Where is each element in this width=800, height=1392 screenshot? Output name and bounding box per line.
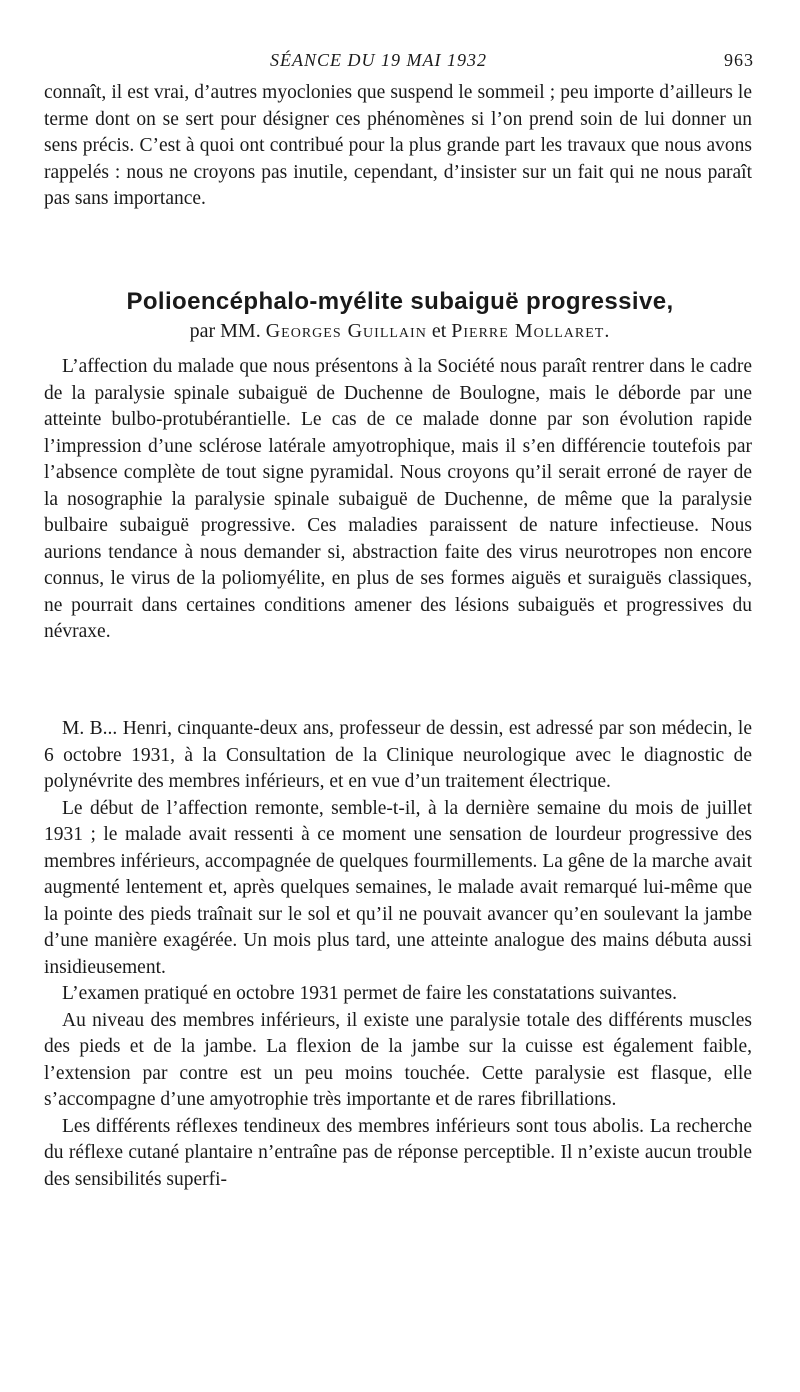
author-2: Pierre Mollaret. (451, 320, 611, 342)
intro-paragraph: connaît, il est vrai, d’autres myoclonies que suspend le sommeil ; peu importe d’ailleurs le terme dont on se sert pour désigner ces phénomènes si l’on prend soin de lui donner un sens précis. C’est à quoi ont contribué pour la plus grande part les travaux que nous avons rappelés : nous ne croyons pas inutile, cependant, d’insister sur un fait qui ne nous paraît pas sans importance. (44, 82, 752, 209)
byline-conjunction: et (431, 320, 447, 342)
intro-paragraph-block (44, 80, 752, 213)
running-header (0, 50, 800, 74)
article-byline (44, 320, 756, 343)
abstract-paragraph: L’affection du malade que nous présentons à la Société nous paraît rentrer dans le cadre de la paralysie spinale subaiguë de Duchenne de Boulogne, mais le déborde par une atteinte bulbo-protubérantielle. Le cas de ce malade donne par son évolution rapide l’impression d’une sclérose latérale amyotrophique, mais il s’en différencie toutefois par l’absence complète de tout signe pyramidal. Nous croyons qu’il serait erroné de rayer de la nosographie la paralysie spinale subaiguë de Duchenne, de même que la paralysie bulbaire subaiguë progressive. Ces maladies paraissent de nature infectieuse. Nous aurions tendance à nous demander si, abstraction faite des virus neurotropes non encore connus, le virus de la poliomyélite, en plus de ses formes aiguës et suraiguës classiques, ne pourrait dans certaines conditions amener des lésions subaiguës et progressives du névraxe. (44, 356, 752, 642)
byline-prefix: par MM. (189, 320, 261, 342)
abstract-paragraph-block (44, 354, 752, 646)
author-1: Georges Guillain (265, 320, 427, 342)
case-paragraph-patient: M. B... Henri, cinquante-deux ans, professeur de dessin, est adressé par son médecin, le 6 octobre 1931, à la Consultation de la Clinique neurologique avec le diagnostic de polynévrite des membres inférieurs, et en vue d’un traitement électrique. (44, 718, 752, 792)
running-title: SÉANCE DU 19 MAI 1932 (270, 50, 487, 70)
case-report-block (44, 716, 752, 1193)
case-paragraph-lower-limbs: Au niveau des membres inférieurs, il existe une paralysie totale des différents muscles des pieds et de la jambe. La flexion de la jambe sur la cuisse est également faible, l’extension par contre est un peu moins touchée. Cette paralysie est flasque, elle s’accompagne d’une amyotrophie très importante et de rares fibrillations. (44, 1009, 752, 1110)
page-number: 963 (724, 50, 754, 70)
article-title: Polioencéphalo-myélite subaiguë progressive, (126, 288, 674, 315)
case-paragraph-reflexes: Les différents réflexes tendineux des membres inférieurs sont tous abolis. La recherche du réflexe cutané plantaire n’entraîne pas de réponse perceptible. Il n’existe aucun trouble des sensibilités superfi- (44, 1115, 752, 1190)
case-paragraph-onset: Le début de l’affection remonte, semble-t-il, à la dernière semaine du mois de juillet 1931 ; le malade avait ressenti à ce moment une sensation de lourdeur progressive des membres inférieurs, accompagnée de quelques fourmillements. La gêne de la marche avait augmenté lentement et, après quelques semaines, le malade avait remarqué lui-même que la pointe des pieds traînait sur le sol et qu’il ne pouvait avancer qu’en soulevant la jambe d’une manière exagérée. Un mois plus tard, une atteinte analogue des mains débuta aussi insidieusement. (44, 797, 752, 978)
case-paragraph-exam: L’examen pratiqué en octobre 1931 permet de faire les constatations suivantes. (62, 983, 677, 1004)
